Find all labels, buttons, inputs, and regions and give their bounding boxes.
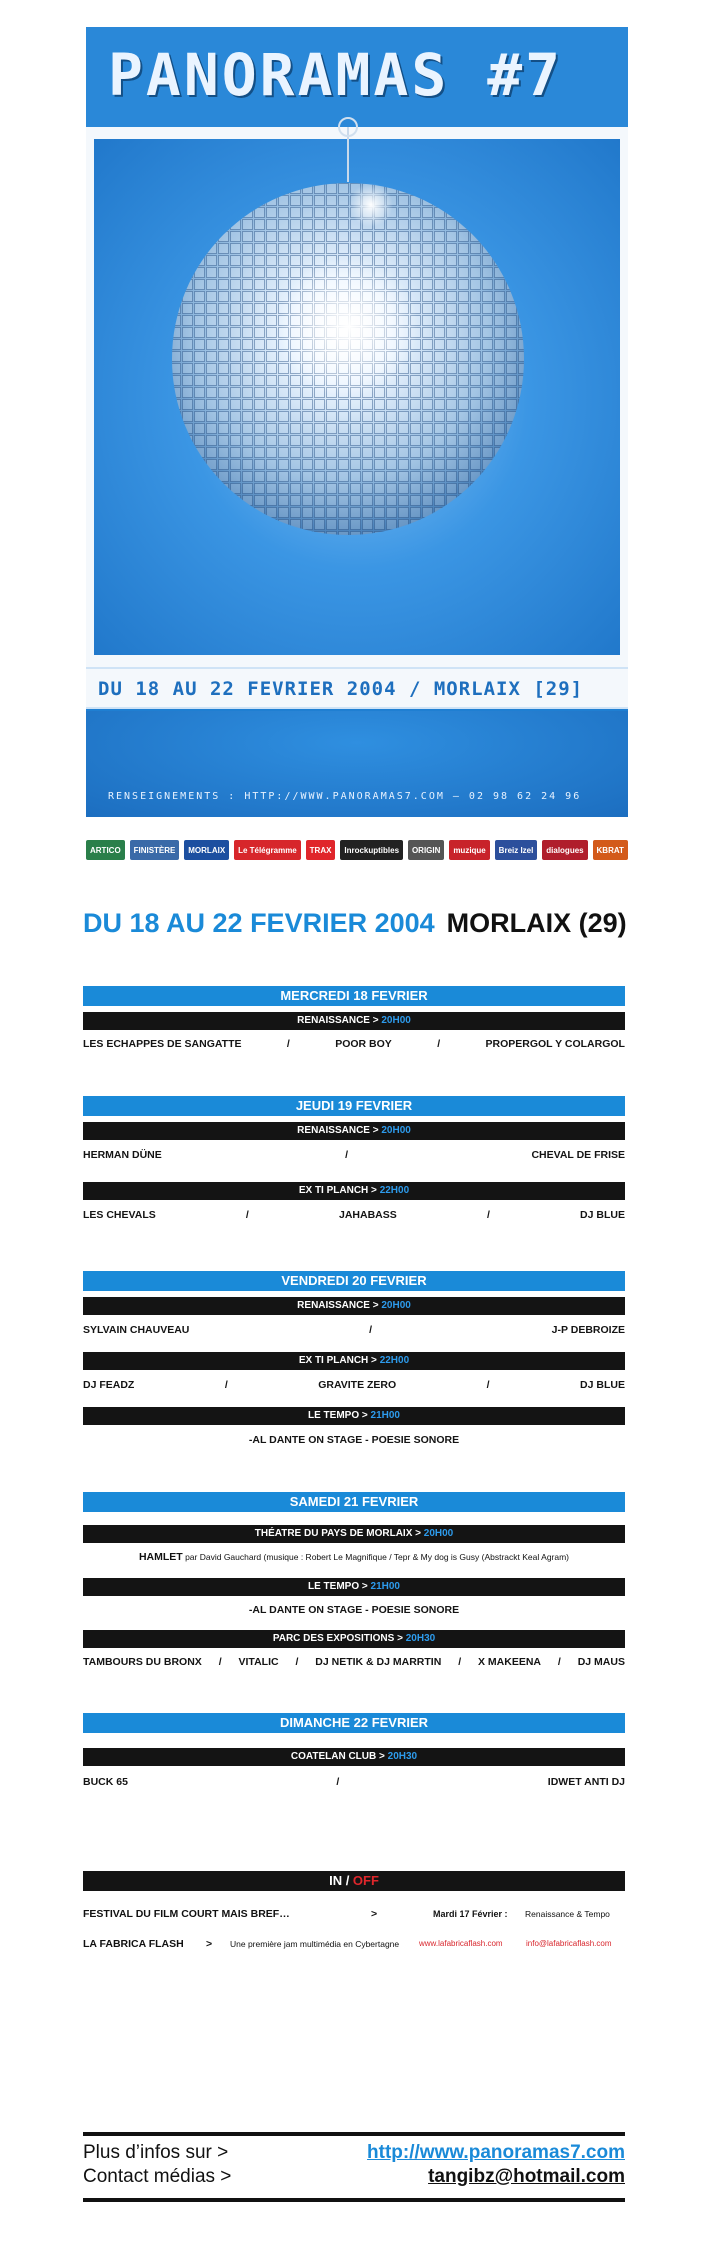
artist: JAHABASS <box>339 1209 397 1221</box>
lineup-row <box>83 1207 625 1223</box>
lineup-row <box>83 1602 625 1618</box>
arrow: > <box>206 1938 213 1950</box>
artist: DJ BLUE <box>580 1209 625 1221</box>
poster-title: PANORAMAS #7 <box>108 41 564 109</box>
sponsor-logo: FINISTÈRE <box>130 840 180 860</box>
artist: -AL DANTE ON STAGE - POESIE SONORE <box>248 1604 460 1616</box>
separator: / <box>295 1656 299 1668</box>
separator: / <box>218 1656 222 1668</box>
lineup-row <box>83 1549 625 1565</box>
artist: DJ BLUE <box>580 1379 625 1391</box>
headline-dates: DU 18 AU 22 FEVRIER 2004 <box>83 908 435 938</box>
lineup-row <box>83 1147 625 1163</box>
separator: / <box>369 1324 372 1336</box>
venue-header <box>83 1297 625 1315</box>
sponsor-logo: MORLAIX <box>184 840 229 860</box>
separator: / <box>336 1776 340 1788</box>
artist: DJ NETIK & DJ MARRTIN <box>315 1656 442 1668</box>
artist: BUCK 65 <box>83 1776 128 1788</box>
sponsor-logo: Breiz Izel <box>495 840 538 860</box>
venue-header <box>83 1182 625 1200</box>
separator: / <box>557 1656 561 1668</box>
venue-name: COATELAN CLUB > <box>290 1751 388 1762</box>
footer-top-rule <box>83 2132 625 2136</box>
venue-header <box>83 1352 625 1370</box>
website-link[interactable]: http://www.panoramas7.com <box>367 2142 625 2163</box>
venue-name: LE TEMPO > <box>308 1581 371 1592</box>
venue-header <box>83 1525 625 1543</box>
venue-header <box>83 1578 625 1596</box>
poster-dates: DU 18 AU 22 FEVRIER 2004 / MORLAIX [29] <box>98 678 584 700</box>
artist: X MAKEENA <box>478 1656 542 1668</box>
venue-header <box>83 1012 625 1030</box>
artist: CHEVAL DE FRISE <box>531 1149 625 1161</box>
show-credits: par David Gauchard (musique : Robert Le Magnifique / Tepr & My dog is Gusy (Abstrackt Keal Agram) <box>182 1552 570 1562</box>
arrow: > <box>371 1908 378 1920</box>
event-place: Renaissance & Tempo <box>525 1909 610 1919</box>
off-label: OFF <box>352 1873 379 1888</box>
separator: / <box>286 1038 290 1050</box>
in-off-header <box>83 1871 625 1891</box>
venue-time: 22H00 <box>379 1185 410 1196</box>
headline-place: MORLAIX (29) <box>446 908 627 938</box>
day-header: SAMEDI 21 FEVRIER <box>83 1492 625 1512</box>
venue-name: EX TI PLANCH > <box>298 1185 380 1196</box>
artist: PROPERGOL Y COLARGOL <box>485 1038 625 1050</box>
venue-header <box>83 1407 625 1425</box>
artist: POOR BOY <box>335 1038 392 1050</box>
day-header: VENDREDI 20 FEVRIER <box>83 1271 625 1291</box>
fabrica-link[interactable]: www.lafabricaflash.com <box>419 1939 503 1948</box>
venue-name: RENAISSANCE > <box>297 1125 382 1136</box>
sponsor-logos <box>86 836 628 864</box>
artist: TAMBOURS DU BRONX <box>83 1656 202 1668</box>
artist: SYLVAIN CHAUVEAU <box>83 1324 190 1336</box>
lineup-row <box>83 1432 625 1448</box>
sponsor-logo: Inrockuptibles <box>340 840 403 860</box>
sponsor-logo: dialogues <box>542 840 587 860</box>
separator: / <box>245 1209 249 1221</box>
day-header: DIMANCHE 22 FEVRIER <box>83 1713 625 1733</box>
off-event-row <box>83 1906 625 1922</box>
separator: / <box>224 1379 228 1391</box>
artist: VITALIC <box>238 1656 279 1668</box>
separator: / <box>345 1149 349 1161</box>
venue-name: RENAISSANCE > <box>297 1015 382 1026</box>
event-description: Une première jam multimédia en Cybertagne <box>230 1939 400 1949</box>
venue-name: LE TEMPO > <box>308 1410 371 1421</box>
separator: / <box>458 1656 462 1668</box>
page-title <box>83 908 627 939</box>
sponsor-logo: KBRAT <box>593 840 628 860</box>
venue-time: 20H00 <box>381 1015 411 1026</box>
lineup-row <box>83 1036 625 1052</box>
off-event-row <box>83 1936 625 1952</box>
venue-name: PARC DES EXPOSITIONS > <box>272 1633 406 1644</box>
lineup-row <box>83 1377 625 1393</box>
sponsor-logo: ARTICO <box>86 840 125 860</box>
poster-dates-band <box>86 667 628 709</box>
separator: / <box>486 1379 490 1391</box>
venue-name: EX TI PLANCH > <box>298 1355 380 1366</box>
sponsor-logo: TRAX <box>306 840 336 860</box>
venue-time: 20H00 <box>381 1300 411 1311</box>
poster-info: RENSEIGNEMENTS : HTTP://WWW.PANORAMAS7.COM – 02 98 62 24 96 <box>108 791 582 802</box>
venue-name: THÉATRE DU PAYS DE MORLAIX > <box>254 1528 424 1539</box>
artist: J-P DEBROIZE <box>551 1324 625 1336</box>
festival-poster <box>86 27 628 817</box>
venue-header <box>83 1748 625 1766</box>
more-info-label: Plus d’infos sur > <box>83 2142 229 2163</box>
venue-time: 22H00 <box>379 1355 410 1366</box>
footer-bottom-rule <box>83 2198 625 2202</box>
artist: HERMAN DÜNE <box>83 1149 162 1161</box>
event-name: LA FABRICA FLASH <box>83 1938 184 1950</box>
separator: / <box>437 1038 441 1050</box>
lineup-row <box>83 1774 625 1790</box>
venue-time: 20H00 <box>381 1125 411 1136</box>
venue-header <box>83 1630 625 1648</box>
press-email-link[interactable]: tangibz@hotmail.com <box>428 2166 625 2187</box>
sponsor-logo: Le Télégramme <box>234 840 301 860</box>
sponsor-logo: muzique <box>449 840 489 860</box>
day-header: MERCREDI 18 FEVRIER <box>83 986 625 1006</box>
lineup-row <box>83 1322 625 1338</box>
in-label: IN / <box>329 1873 353 1888</box>
press-contact-label: Contact médias > <box>83 2166 232 2187</box>
event-name: FESTIVAL DU FILM COURT MAIS BREF… <box>83 1908 290 1920</box>
separator: / <box>486 1209 490 1221</box>
venue-header <box>83 1122 625 1140</box>
fabrica-email-link[interactable]: info@lafabricaflash.com <box>526 1939 612 1948</box>
sponsor-logo: ORIGIN <box>408 840 444 860</box>
lineup-row <box>83 1654 625 1670</box>
artist: DJ MAUS <box>577 1656 625 1668</box>
artist: IDWET ANTI DJ <box>547 1776 625 1788</box>
artist: DJ FEADZ <box>83 1379 135 1391</box>
show-title: HAMLET <box>138 1551 183 1563</box>
artist: LES CHEVALS <box>83 1209 156 1221</box>
venue-name: RENAISSANCE > <box>297 1300 382 1311</box>
venue-time: 20H00 <box>423 1528 454 1539</box>
event-date: Mardi 17 Février : <box>433 1909 508 1919</box>
venue-time: 20H30 <box>405 1633 436 1644</box>
artist: LES ECHAPPES DE SANGATTE <box>83 1038 242 1050</box>
venue-time: 20H30 <box>387 1751 418 1762</box>
artist: -AL DANTE ON STAGE - POESIE SONORE <box>248 1434 460 1446</box>
venue-time: 21H00 <box>370 1410 400 1421</box>
day-header: JEUDI 19 FEVRIER <box>83 1096 625 1116</box>
artist: GRAVITE ZERO <box>318 1379 397 1391</box>
venue-time: 21H00 <box>370 1581 400 1592</box>
